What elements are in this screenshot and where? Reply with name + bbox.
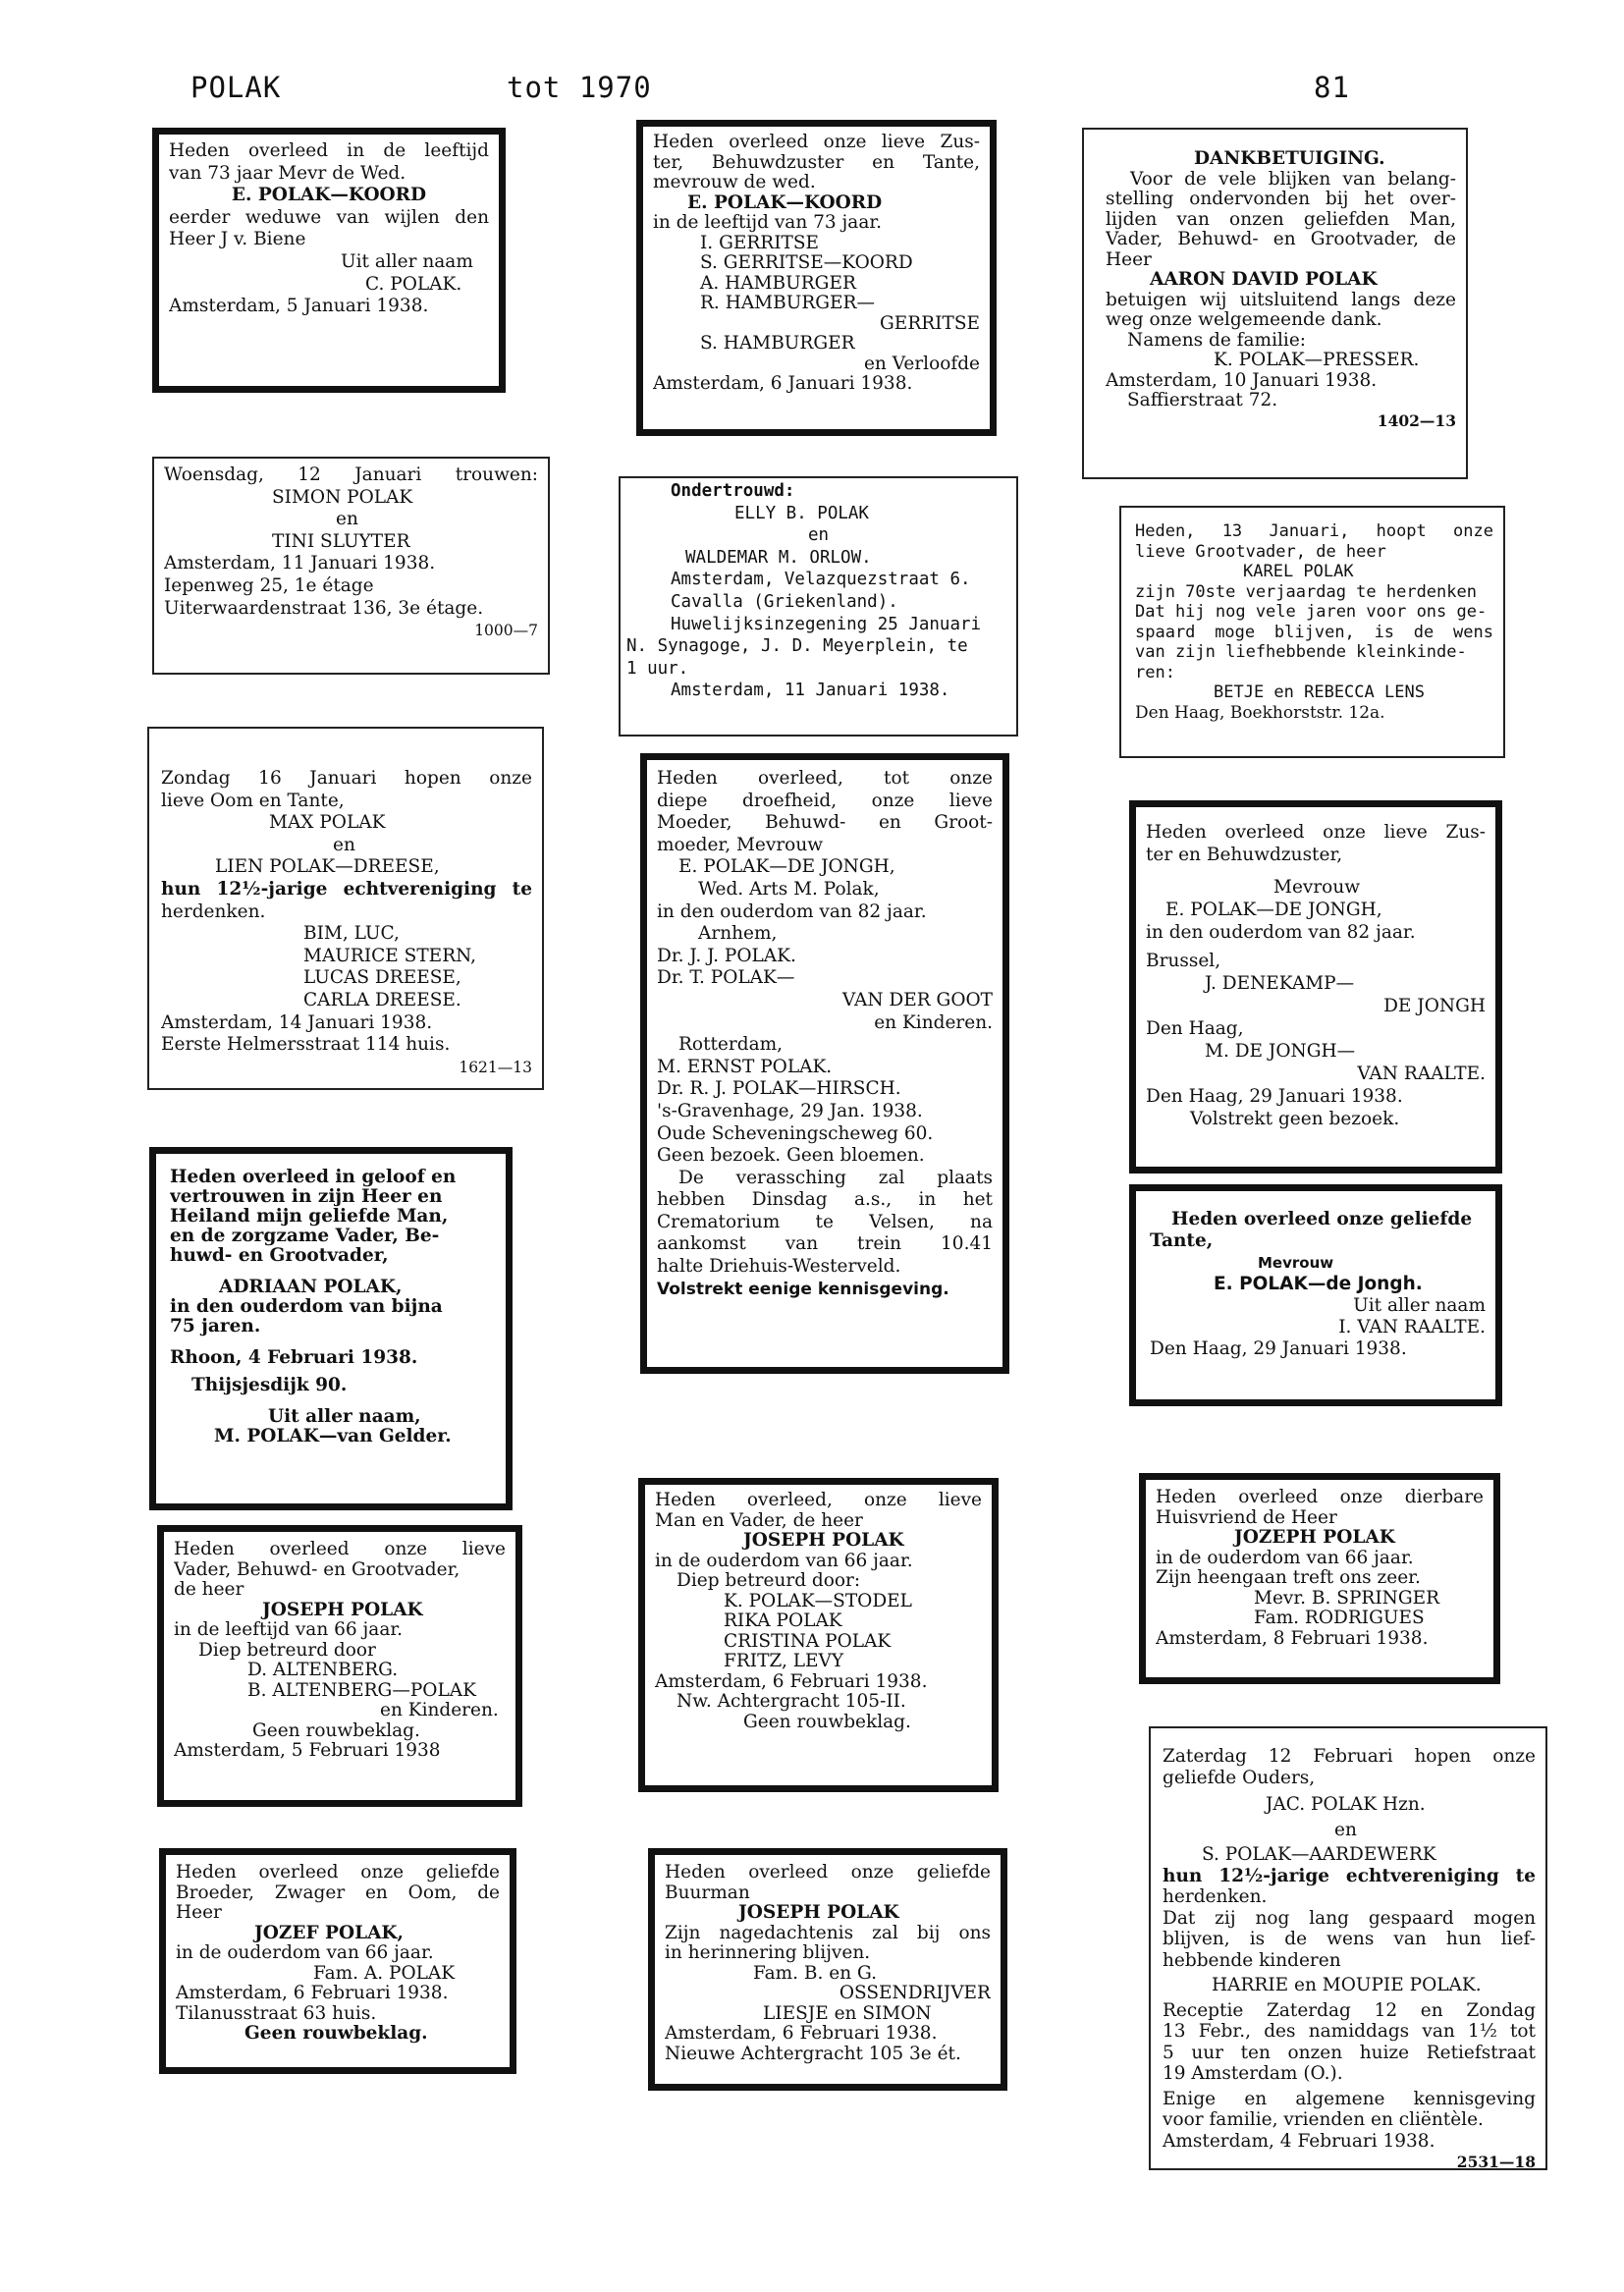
notice-line: halte Driehuis-Westerveld. xyxy=(657,1256,901,1278)
notice-line: Tante, xyxy=(1150,1230,1214,1251)
notice-death-e-polak-koord-1 xyxy=(152,128,506,393)
notice-line: Volstrekt eenige kennisgeving. xyxy=(657,1279,949,1299)
notice-line: van 73 jaar Mevr de Wed. xyxy=(169,162,406,184)
notice-line: Geen bezoek. Geen bloemen. xyxy=(657,1145,925,1167)
notice-line: en Kinderen. xyxy=(874,1011,993,1033)
notice-signature: FRITZ, LEVY xyxy=(724,1652,844,1671)
notice-place: Rotterdam, xyxy=(678,1034,784,1056)
notice-line: ter, Behuwdzuster en Tante, xyxy=(653,152,980,173)
notice-line: Geen rouwbeklag. xyxy=(252,1720,420,1741)
notice-death-e-polak-koord-2 xyxy=(636,120,997,436)
notice-line: Namens de familie: xyxy=(1127,330,1307,351)
notice-signature: C. POLAK. xyxy=(365,273,462,295)
notice-date: Amsterdam, 6 Februari 1938. xyxy=(665,2024,938,2044)
notice-line: en xyxy=(336,509,358,530)
notice-signature: M. ERNST POLAK. xyxy=(657,1056,833,1077)
notice-signature: D. ALTENBERG. xyxy=(247,1661,399,1680)
notice-line: stelling ondervonden bij het over- xyxy=(1106,190,1456,209)
notice-thanks-aaron-david-polak xyxy=(1082,128,1468,479)
notice-line: Zijn heengaan treft ons zeer. xyxy=(1156,1568,1421,1588)
notice-death-e-polak-de-jongh-3 xyxy=(1129,1184,1502,1406)
notice-line: in den ouderdom van 82 jaar. xyxy=(1146,922,1416,943)
notice-name: E. POLAK—KOORD xyxy=(231,185,427,206)
notice-number: 1402—13 xyxy=(1377,410,1456,430)
notice-line: herdenken. xyxy=(161,900,266,922)
notice-signature: S. HAMBURGER xyxy=(700,334,855,354)
notice-date: Amsterdam, 10 Januari 1938. xyxy=(1106,370,1378,391)
notice-address: 19 Amsterdam (O.). xyxy=(1163,2063,1343,2084)
notice-line: Vader, Behuwd- en Grootvader, xyxy=(174,1559,460,1580)
notice-address: Thijsjesdijk 90. xyxy=(191,1376,348,1395)
notice-line: diepe droefheid, onze lieve xyxy=(657,790,993,811)
notice-line: Mevrouw xyxy=(1273,877,1361,898)
notice-line: Heden overleed in geloof en xyxy=(170,1168,457,1187)
notice-signature: LIESJE en SIMON xyxy=(763,2003,932,2024)
notice-line: Diep betreurd door: xyxy=(677,1571,861,1591)
notice-name: LIEN POLAK—DREESE, xyxy=(215,856,440,878)
notice-line: geliefde Ouders, xyxy=(1163,1767,1316,1788)
notice-name: E. POLAK—DE JONGH, xyxy=(678,856,895,878)
notice-name: E. POLAK—de Jongh. xyxy=(1214,1274,1423,1294)
notice-signature: Fam. A. POLAK xyxy=(313,1963,456,1984)
notice-line: in de ouderdom van 66 jaar. xyxy=(1156,1548,1414,1568)
notice-line: Heden overleed onze lieve Zus- xyxy=(653,133,980,152)
notice-address: Eerste Helmersstraat 114 huis. xyxy=(161,1034,451,1056)
notice-line: vertrouwen in zijn Heer en xyxy=(170,1187,443,1207)
notice-line: hun 12½-jarige echtvereniging te xyxy=(1163,1865,1536,1886)
notice-line: in de leeftijd van 73 jaar. xyxy=(653,213,883,233)
notice-line: Huisvriend de Heer xyxy=(1156,1507,1337,1528)
notice-signature: HARRIE en MOUPIE POLAK. xyxy=(1212,1975,1482,1995)
notice-signature: CRISTINA POLAK xyxy=(724,1631,892,1652)
notice-anniversary-max-polak xyxy=(147,727,544,1090)
notice-name: JOSEPH POLAK xyxy=(738,1903,899,1923)
notice-signature: M. POLAK—van Gelder. xyxy=(214,1427,452,1446)
notice-name: JOZEF POLAK, xyxy=(254,1923,404,1943)
notice-signature: I. VAN RAALTE. xyxy=(1338,1317,1486,1337)
notice-line: aankomst van trein 10.41 xyxy=(657,1233,993,1255)
notice-name: SIMON POLAK xyxy=(272,486,413,508)
notice-line: in herinnering blijven. xyxy=(665,1943,871,1963)
notice-address: Den Haag, Boekhorststr. 12a. xyxy=(1135,702,1385,723)
notice-line: Heden overleed onze geliefde xyxy=(176,1863,500,1883)
notice-line: Receptie Zaterdag 12 en Zondag xyxy=(1163,1999,1536,2021)
notice-line: en Verloofde xyxy=(863,354,980,374)
notice-date: Den Haag, 29 Januari 1938. xyxy=(1150,1338,1407,1359)
notice-signature: LUCAS DREESE, xyxy=(303,967,461,989)
notice-date: Amsterdam, 6 Februari 1938. xyxy=(655,1671,928,1692)
notice-place: Brussel, xyxy=(1146,951,1221,971)
notice-line: Dat hij nog vele jaren voor ons ge- xyxy=(1135,602,1488,622)
notice-date: Amsterdam, 14 Januari 1938. xyxy=(161,1011,433,1033)
notice-line: huwd- en Grootvader, xyxy=(170,1246,389,1266)
notice-death-e-polak-de-jongh-2 xyxy=(1129,800,1502,1173)
notice-name: ELLY B. POLAK xyxy=(734,503,869,523)
notice-line: Man en Vader, de heer xyxy=(655,1510,863,1531)
notice-date: Amsterdam, 5 Februari 1938 xyxy=(174,1741,441,1761)
notice-signature: Fam. RODRIGUES xyxy=(1254,1609,1425,1628)
notice-line: 1 uur. xyxy=(626,658,689,679)
notice-signature: Fam. B. en G. xyxy=(753,1963,878,1984)
notice-signature: GERRITSE xyxy=(880,313,980,334)
notice-line: Buurman xyxy=(665,1883,750,1903)
notice-date: Amsterdam, 11 Januari 1938. xyxy=(671,681,950,701)
notice-line: Heden overleed onze geliefde xyxy=(1171,1209,1473,1229)
notice-date: 's-Gravenhage, 29 Jan. 1938. xyxy=(657,1100,923,1121)
notice-line: blijven, is de wens van hun lief- xyxy=(1163,1929,1536,1949)
notice-line: lijden van onzen geliefden Man, xyxy=(1106,209,1456,230)
notice-name: S. POLAK—AARDEWERK xyxy=(1202,1844,1436,1865)
notice-line: Dat zij nog lang gespaard mogen xyxy=(1163,1907,1536,1929)
notice-line: zijn 70ste verjaardag te herdenken xyxy=(1135,581,1477,602)
notice-signature: K. POLAK—PRESSER. xyxy=(1214,351,1420,370)
notice-line: voor familie, vrienden en cliëntèle. xyxy=(1163,2109,1484,2130)
notice-date: Amsterdam, 11 Januari 1938. xyxy=(164,553,436,574)
notice-name: JOSEPH POLAK xyxy=(262,1600,423,1620)
notice-date: Den Haag, 29 Januari 1938. xyxy=(1146,1086,1403,1107)
notice-signature: CARLA DREESE. xyxy=(303,989,461,1010)
notice-name: WALDEMAR M. ORLOW. xyxy=(685,547,872,568)
notice-line: Geen rouwbeklag. xyxy=(743,1712,911,1732)
notice-line: Heden overleed, tot onze xyxy=(657,768,993,789)
notice-address: Oude Scheveningscheweg 60. xyxy=(657,1122,934,1144)
notice-wedding-simon-polak xyxy=(152,457,550,675)
notice-line: Heden, 13 Januari, hoopt onze xyxy=(1135,521,1493,541)
notice-date: Amsterdam, 5 Januari 1938. xyxy=(169,296,429,317)
notice-address: Iepenweg 25, 1e étage xyxy=(164,574,374,596)
notice-name: JOSEPH POLAK xyxy=(743,1531,904,1551)
notice-death-jozef-polak xyxy=(159,1848,516,2074)
notice-line: spaard moge blijven, is de wens xyxy=(1135,622,1493,642)
notice-line: Broeder, Zwager en Oom, de xyxy=(176,1883,500,1903)
notice-death-joseph-polak-neighbour xyxy=(648,1848,1007,2091)
notice-line: Geen rouwbeklag. xyxy=(244,2024,428,2044)
notice-date: Amsterdam, 4 Februari 1938. xyxy=(1163,2130,1435,2152)
notice-line: Heden overleed onze geliefde xyxy=(665,1863,991,1883)
notice-line: in den ouderdom van bijna xyxy=(170,1297,443,1317)
notice-signature: K. POLAK—STODEL xyxy=(724,1591,912,1611)
notice-line: betuigen wij uitsluitend langs deze xyxy=(1106,290,1456,310)
notice-place: Arnhem, xyxy=(698,923,778,945)
notice-line: 5 uur ten onzen huize Retiefstraat xyxy=(1163,2042,1536,2063)
notice-line: Wed. Arts M. Polak, xyxy=(698,878,880,900)
notice-line: N. Synagoge, J. D. Meyerplein, te xyxy=(626,636,968,657)
notice-engagement-elly-polak xyxy=(619,476,1018,737)
notice-address: Amsterdam, Velazquezstraat 6. xyxy=(671,570,971,590)
notice-line: Mevrouw xyxy=(1258,1254,1334,1272)
notice-anniversary-jac-polak xyxy=(1149,1726,1547,2170)
notice-line: Heiland mijn geliefde Man, xyxy=(170,1207,449,1227)
notice-line: eerder weduwe van wijlen den xyxy=(169,206,489,228)
page-header-left: POLAK xyxy=(190,71,282,104)
notice-line: Zaterdag 12 Februari hopen onze xyxy=(1163,1746,1536,1767)
notice-date: Amsterdam, 6 Februari 1938. xyxy=(176,1984,449,2003)
notice-name: ADRIAAN POLAK, xyxy=(219,1278,403,1297)
notice-line: de heer xyxy=(174,1580,244,1600)
notice-line: in den ouderdom van 82 jaar. xyxy=(657,900,927,922)
notice-line: Crematorium te Velsen, na xyxy=(657,1211,993,1232)
notice-line: ter en Behuwdzuster, xyxy=(1146,845,1343,865)
notice-address: Nieuwe Achtergracht 105 3e ét. xyxy=(665,2044,961,2064)
notice-signature: Dr. J. J. POLAK. xyxy=(657,945,796,966)
page-number: 81 xyxy=(1314,71,1350,104)
notice-number: 1000—7 xyxy=(474,622,538,640)
notice-line: in de ouderdom van 66 jaar. xyxy=(176,1943,434,1963)
notice-line: Zondag 16 Januari hopen onze xyxy=(161,768,532,789)
notice-signature: MAURICE STERN, xyxy=(303,945,477,966)
notice-signature: Dr. T. POLAK— xyxy=(657,967,795,989)
notice-place: Den Haag, xyxy=(1146,1018,1244,1039)
notice-line: Heden overleed, onze lieve xyxy=(655,1491,982,1510)
notice-address: Saffierstraat 72. xyxy=(1127,391,1278,410)
notice-line: hebbende kinderen xyxy=(1163,1949,1341,1971)
notice-name: JOZEPH POLAK xyxy=(1234,1528,1395,1548)
notice-line: Voor de vele blijken van belang- xyxy=(1130,169,1456,190)
notice-line: Heden overleed onze lieve xyxy=(174,1540,506,1559)
notice-date: Amsterdam, 6 Januari 1938. xyxy=(653,374,913,394)
notice-line: Heden overleed onze dierbare xyxy=(1156,1488,1484,1507)
notice-address: Uiterwaardenstraat 136, 3e étage. xyxy=(164,597,484,619)
notice-line: mevrouw de wed. xyxy=(653,173,816,192)
notice-name: KAREL POLAK xyxy=(1243,562,1354,581)
notice-death-jozeph-polak-friend xyxy=(1139,1473,1500,1684)
notice-line: Heden overleed onze lieve Zus- xyxy=(1146,822,1486,843)
notice-death-joseph-polak-stodel xyxy=(638,1478,999,1792)
notice-line: Woensdag, 12 Januari trouwen: xyxy=(164,464,538,485)
notice-line: herdenken. xyxy=(1163,1886,1268,1907)
notice-signature: R. HAMBURGER— xyxy=(700,294,875,313)
notice-line: hun 12½-jarige echtvereniging te xyxy=(161,878,532,900)
notice-line: De verassching zal plaats xyxy=(678,1167,993,1188)
notice-line: Uit aller naam, xyxy=(268,1407,421,1427)
notice-signature: Mevr. B. SPRINGER xyxy=(1254,1588,1440,1609)
notice-address: Nw. Achtergracht 105-II. xyxy=(677,1692,906,1712)
notice-signature: OSSENDRIJVER xyxy=(839,1984,991,2003)
notice-signature: S. GERRITSE—KOORD xyxy=(700,253,913,273)
notice-line: en de zorgzame Vader, Be- xyxy=(170,1227,440,1246)
notice-signature: RIKA POLAK xyxy=(724,1611,842,1631)
notice-line: Uit aller naam xyxy=(1353,1295,1486,1316)
notice-line: Moeder, Behuwd- en Groot- xyxy=(657,812,993,834)
notice-signature: Dr. R. J. POLAK—HIRSCH. xyxy=(657,1078,901,1100)
notice-line: en xyxy=(1334,1819,1357,1840)
notice-title: DANKBETUIGING. xyxy=(1194,149,1385,169)
notice-line: 75 jaren. xyxy=(170,1317,261,1337)
page-header-center: tot 1970 xyxy=(507,71,652,104)
notice-number: 1621—13 xyxy=(459,1058,532,1076)
notice-address: Cavalla (Griekenland). xyxy=(671,591,898,612)
notice-line: Volstrekt geen bezoek. xyxy=(1190,1109,1400,1129)
notice-signature: DE JONGH xyxy=(1383,996,1486,1016)
notice-line: Diep betreurd door xyxy=(198,1640,376,1661)
notice-line: ren: xyxy=(1135,662,1175,682)
notice-signature: VAN DER GOOT xyxy=(841,989,993,1010)
notice-line: Enige en algemene kennisgeving xyxy=(1163,2088,1536,2109)
notice-line: Heden overleed in de leeftijd xyxy=(169,140,489,161)
notice-signature: A. HAMBURGER xyxy=(700,273,856,294)
notice-date: Amsterdam, 8 Februari 1938. xyxy=(1156,1628,1429,1649)
notice-line: Heer J v. Biene xyxy=(169,229,306,250)
notice-signature: BIM, LUC, xyxy=(303,923,400,945)
notice-name: AARON DAVID POLAK xyxy=(1150,270,1378,290)
notice-number: 2531—18 xyxy=(1456,2153,1536,2171)
notice-name: JAC. POLAK Hzn. xyxy=(1266,1794,1426,1815)
notice-death-adriaan-polak xyxy=(149,1147,513,1510)
notice-signature: en Kinderen. xyxy=(380,1701,499,1720)
notice-line: lieve Oom en Tante, xyxy=(161,790,345,811)
notice-signature: J. DENEKAMP— xyxy=(1205,973,1355,994)
notice-line: Heer xyxy=(176,1903,222,1923)
notice-name: E. POLAK—DE JONGH, xyxy=(1165,900,1382,920)
notice-death-joseph-polak-altenberg xyxy=(157,1525,522,1807)
notice-line: hebben Dinsdag a.s., in het xyxy=(657,1189,993,1211)
notice-line: moeder, Mevrouw xyxy=(657,834,824,855)
notice-line: Uit aller naam xyxy=(341,250,473,272)
notice-name: MAX POLAK xyxy=(269,812,386,834)
notice-line: in de leeftijd van 66 jaar. xyxy=(174,1620,404,1640)
notice-signature: BETJE en REBECCA LENS xyxy=(1214,682,1425,702)
notice-name: TINI SLUYTER xyxy=(272,530,410,552)
notice-line: in de ouderdom van 66 jaar. xyxy=(655,1551,913,1571)
notice-name: E. POLAK—KOORD xyxy=(687,192,883,213)
notice-line: Zijn nagedachtenis zal bij ons xyxy=(665,1923,991,1943)
notice-signature: VAN RAALTE. xyxy=(1357,1064,1486,1084)
notice-line: Huwelijksinzegening 25 Januari xyxy=(671,614,982,634)
notice-date: Rhoon, 4 Februari 1938. xyxy=(170,1348,418,1368)
notice-line: lieve Grootvader, de heer xyxy=(1135,541,1386,562)
notice-line: Heer xyxy=(1106,249,1152,270)
notice-address: Tilanusstraat 63 huis. xyxy=(176,2003,377,2024)
notice-line: van zijn liefhebbende kleinkinde- xyxy=(1135,642,1467,662)
notice-signature: M. DE JONGH— xyxy=(1205,1041,1356,1062)
notice-death-e-polak-de-jongh-1 xyxy=(640,753,1009,1374)
notice-line: 13 Febr., des namiddags van 1½ tot xyxy=(1163,2021,1536,2042)
notice-line: en xyxy=(808,525,830,546)
notice-signature: B. ALTENBERG—POLAK xyxy=(247,1680,476,1701)
notice-line: Vader, Behuwd- en Grootvader, de xyxy=(1106,230,1456,249)
notice-signature: I. GERRITSE xyxy=(700,233,820,253)
notice-line: Ondertrouwd: xyxy=(671,481,795,501)
notice-birthday-karel-polak xyxy=(1119,506,1505,758)
notice-line: en xyxy=(333,834,355,855)
notice-line: weg onze welgemeende dank. xyxy=(1106,310,1382,330)
